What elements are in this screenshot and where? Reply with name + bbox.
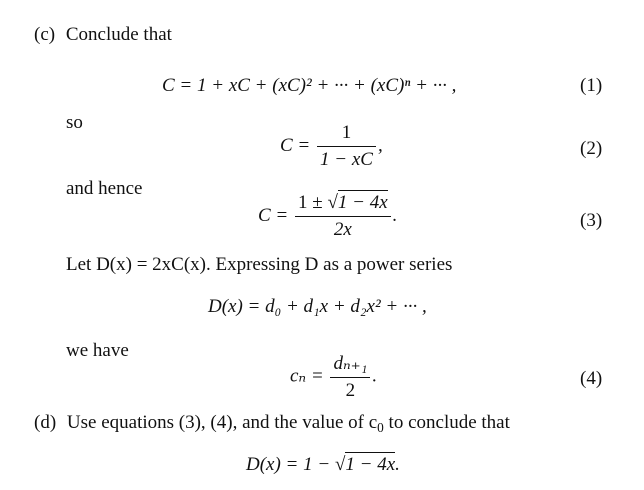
- power-series-equation: D(x) = d₀ + d₁x + d₂x² + ··· ,: [208, 296, 427, 317]
- equation-2: [280, 122, 383, 171]
- sqrt-symbol-icon: √: [327, 192, 338, 213]
- equation-2-denominator: 1 − xC: [320, 149, 373, 170]
- part-d-label: (d): [34, 412, 57, 433]
- equation-4-lhs: cₙ =: [290, 365, 324, 387]
- equation-4: [290, 352, 377, 402]
- sqrt-symbol-icon: √: [334, 454, 346, 475]
- final-equation-trail: .: [395, 454, 400, 475]
- part-d-text: [34, 412, 510, 434]
- final-equation: [246, 454, 400, 476]
- and-hence-text: and hence: [66, 178, 143, 199]
- final-equation-radicand: 1 − 4x: [345, 454, 396, 475]
- part-c-heading: [34, 24, 172, 46]
- let-d-text: Let D(x) = 2xC(x). Expressing D as a power series: [66, 254, 453, 275]
- equation-4-fraction: [330, 352, 370, 402]
- equation-2-number: (2): [580, 138, 603, 159]
- part-c-intro: Conclude that: [65, 24, 172, 45]
- final-equation-lhs: D(x) = 1 −: [246, 454, 331, 475]
- part-c-label: (c): [34, 24, 56, 45]
- equation-3-numerator: [295, 192, 391, 217]
- equation-1: C = 1 + xC + (xC)² + ··· + (xC)ⁿ + ··· ,: [162, 75, 457, 96]
- equation-1-number: (1): [580, 75, 603, 96]
- equation-2-numerator: 1: [317, 122, 376, 147]
- equation-3-numerator-pre: 1 ±: [298, 192, 323, 213]
- equation-3-radicand: 1 − 4x: [337, 192, 388, 213]
- equation-3-lhs: C =: [258, 204, 289, 226]
- part-d-end: to conclude that: [383, 412, 510, 433]
- equation-3-fraction: [295, 192, 391, 241]
- equation-4-number: (4): [580, 368, 603, 389]
- equation-3-number: (3): [580, 210, 603, 231]
- equation-3: [258, 192, 397, 241]
- equation-4-denominator: 2: [345, 380, 356, 401]
- part-d-body: Use equations (3), (4), and the value of c: [66, 412, 378, 433]
- we-have-text: we have: [66, 340, 129, 361]
- equation-4-numerator: dₙ₊₁: [330, 352, 370, 378]
- part-d-subscript: 0: [377, 419, 384, 435]
- equation-4-trail: .: [372, 365, 378, 387]
- equation-3-trail: .: [392, 204, 398, 226]
- equation-3-sqrt: [327, 192, 387, 214]
- equation-2-fraction: [317, 122, 376, 171]
- equation-3-denominator: 2x: [333, 219, 352, 240]
- equation-2-trail: ,: [377, 134, 383, 156]
- so-text: so: [66, 112, 83, 133]
- final-equation-sqrt: [335, 454, 395, 476]
- equation-2-lhs: C =: [280, 134, 311, 156]
